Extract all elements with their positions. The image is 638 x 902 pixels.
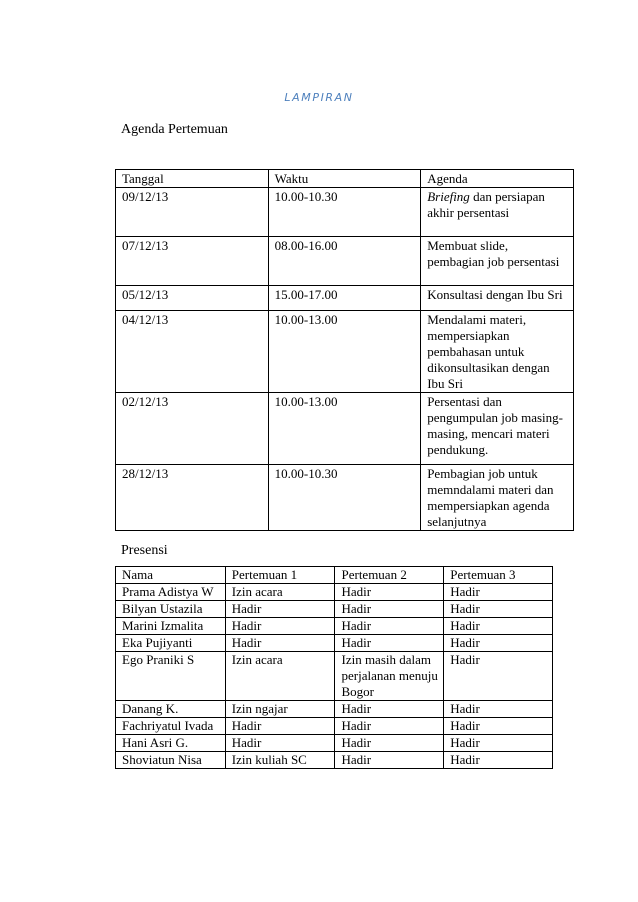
- presensi-row: [116, 601, 553, 618]
- page-heading: LAMPIRAN: [284, 91, 354, 104]
- presensi-cell-pertemuan-3: Hadir: [444, 618, 553, 635]
- presensi-cell-pertemuan-2: Hadir: [335, 735, 444, 752]
- presensi-cell-pertemuan-3: Hadir: [444, 701, 553, 718]
- presensi-cell-pertemuan-3: Hadir: [444, 652, 553, 701]
- presensi-cell-pertemuan-1: Hadir: [225, 718, 335, 735]
- presensi-cell-nama: Shoviatun Nisa: [116, 752, 226, 769]
- agenda-section-label: Agenda Pertemuan: [121, 122, 228, 137]
- agenda-cell-waktu: 10.00-10.30: [268, 465, 421, 531]
- presensi-cell-pertemuan-1: Izin ngajar: [225, 701, 335, 718]
- agenda-cell-tanggal: 05/12/13: [116, 286, 269, 311]
- agenda-cell-tanggal: 04/12/13: [116, 311, 269, 393]
- agenda-cell-agenda-text: dan persiapan akhir persentasi: [427, 189, 545, 220]
- presensi-cell-pertemuan-2: Hadir: [335, 635, 444, 652]
- agenda-cell-tanggal: 02/12/13: [116, 393, 269, 465]
- agenda-cell-waktu: 08.00-16.00: [268, 237, 421, 286]
- presensi-section-label: Presensi: [121, 543, 168, 558]
- presensi-row: [116, 752, 553, 769]
- presensi-header-row: [116, 567, 553, 584]
- presensi-row: [116, 635, 553, 652]
- presensi-cell-pertemuan-3: Hadir: [444, 735, 553, 752]
- agenda-cell-tanggal: 28/12/13: [116, 465, 269, 531]
- agenda-cell-waktu: 10.00-13.00: [268, 393, 421, 465]
- presensi-cell-pertemuan-1: Hadir: [225, 618, 335, 635]
- presensi-row: [116, 735, 553, 752]
- presensi-header-pertemuan-1: Pertemuan 1: [225, 567, 335, 584]
- presensi-cell-pertemuan-2: Izin masih dalam perjalanan menuju Bogor: [335, 652, 444, 701]
- agenda-header-tanggal: Tanggal: [116, 170, 269, 188]
- presensi-cell-pertemuan-2: Hadir: [335, 718, 444, 735]
- agenda-header-agenda: Agenda: [421, 170, 574, 188]
- presensi-row: [116, 584, 553, 601]
- presensi-cell-pertemuan-2: Hadir: [335, 701, 444, 718]
- agenda-row: [116, 311, 574, 393]
- agenda-header-row: [116, 170, 574, 188]
- presensi-cell-pertemuan-3: Hadir: [444, 601, 553, 618]
- presensi-cell-pertemuan-2: Hadir: [335, 752, 444, 769]
- presensi-cell-pertemuan-2: Hadir: [335, 618, 444, 635]
- presensi-cell-pertemuan-3: Hadir: [444, 752, 553, 769]
- presensi-cell-pertemuan-3: Hadir: [444, 635, 553, 652]
- agenda-cell-agenda: Persentasi dan pengumpulan job masing-masing, mencari materi pendukung.: [421, 393, 574, 465]
- presensi-header-pertemuan-3: Pertemuan 3: [444, 567, 553, 584]
- presensi-cell-pertemuan-1: Hadir: [225, 635, 335, 652]
- presensi-row: [116, 652, 553, 701]
- agenda-row: [116, 188, 574, 237]
- agenda-row: [116, 393, 574, 465]
- agenda-header-waktu: Waktu: [268, 170, 421, 188]
- presensi-cell-nama: Fachriyatul Ivada: [116, 718, 226, 735]
- presensi-cell-nama: Bilyan Ustazila: [116, 601, 226, 618]
- presensi-cell-nama: Prama Adistya W: [116, 584, 226, 601]
- agenda-table: [115, 169, 574, 531]
- presensi-cell-nama: Marini Izmalita: [116, 618, 226, 635]
- agenda-cell-agenda-emphasis: Briefing: [427, 189, 470, 204]
- presensi-cell-pertemuan-1: Hadir: [225, 601, 335, 618]
- presensi-cell-nama: Eka Pujiyanti: [116, 635, 226, 652]
- presensi-row: [116, 718, 553, 735]
- presensi-row: [116, 618, 553, 635]
- presensi-header-nama: Nama: [116, 567, 226, 584]
- agenda-row: [116, 237, 574, 286]
- agenda-cell-waktu: 10.00-10.30: [268, 188, 421, 237]
- agenda-cell-agenda: Konsultasi dengan Ibu Sri: [421, 286, 574, 311]
- agenda-cell-agenda: Mendalami materi, mempersiapkan pembahasan untuk dikonsultasikan dengan Ibu Sri: [421, 311, 574, 393]
- presensi-cell-pertemuan-3: Hadir: [444, 718, 553, 735]
- presensi-table: [115, 566, 553, 769]
- agenda-cell-tanggal: 09/12/13: [116, 188, 269, 237]
- presensi-header-pertemuan-2: Pertemuan 2: [335, 567, 444, 584]
- presensi-cell-pertemuan-3: Hadir: [444, 584, 553, 601]
- agenda-row: [116, 286, 574, 311]
- agenda-cell-agenda: [421, 188, 574, 237]
- presensi-cell-pertemuan-1: Hadir: [225, 735, 335, 752]
- presensi-cell-pertemuan-2: Hadir: [335, 601, 444, 618]
- presensi-cell-nama: Danang K.: [116, 701, 226, 718]
- presensi-cell-pertemuan-1: Izin acara: [225, 584, 335, 601]
- presensi-cell-nama: Hani Asri G.: [116, 735, 226, 752]
- agenda-cell-agenda: Pembagian job untuk memndalami materi dan mempersiapkan agenda selanjutnya: [421, 465, 574, 531]
- agenda-row: [116, 465, 574, 531]
- agenda-cell-waktu: 15.00-17.00: [268, 286, 421, 311]
- presensi-cell-pertemuan-1: Izin acara: [225, 652, 335, 701]
- agenda-cell-tanggal: 07/12/13: [116, 237, 269, 286]
- presensi-cell-nama: Ego Praniki S: [116, 652, 226, 701]
- presensi-cell-pertemuan-1: Izin kuliah SC: [225, 752, 335, 769]
- presensi-row: [116, 701, 553, 718]
- presensi-cell-pertemuan-2: Hadir: [335, 584, 444, 601]
- agenda-cell-agenda: Membuat slide, pembagian job persentasi: [421, 237, 574, 286]
- agenda-cell-waktu: 10.00-13.00: [268, 311, 421, 393]
